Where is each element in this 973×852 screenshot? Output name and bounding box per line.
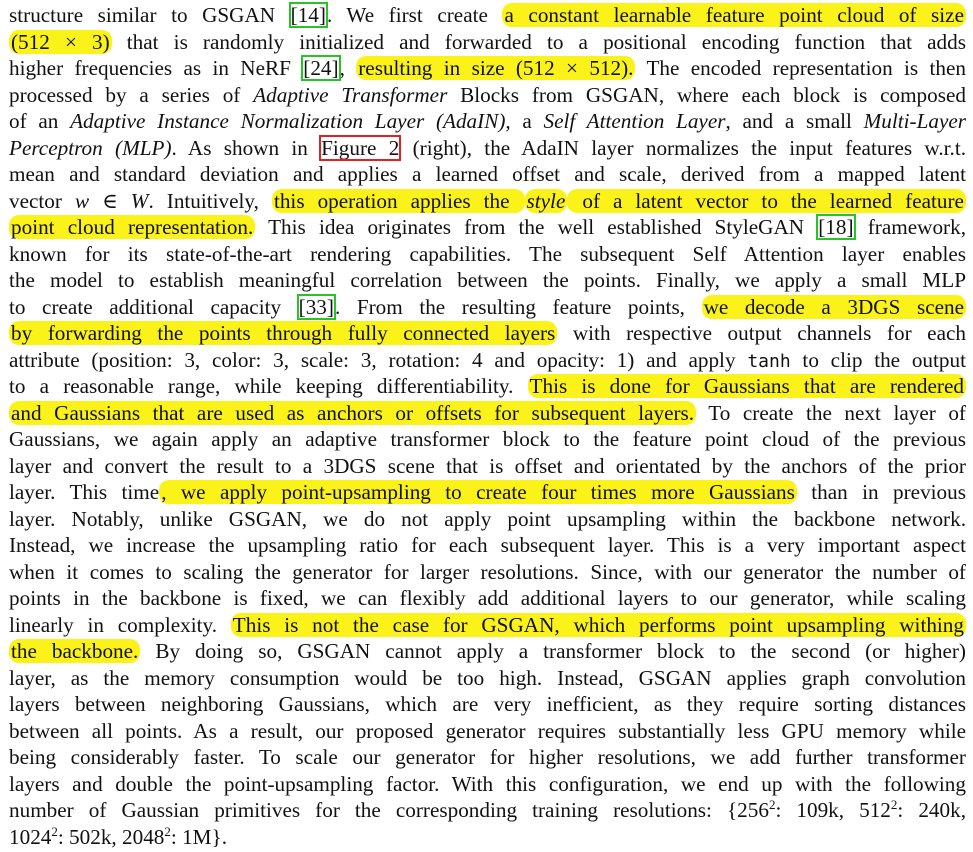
- highlighted-text: the backbone.: [11, 639, 139, 663]
- body-text: processed by a series of: [9, 82, 254, 107]
- highlighted-text: a constant learnable feature point cloud of size: [504, 3, 964, 27]
- text-line: [9, 506, 966, 533]
- text-line: [9, 453, 966, 480]
- body-text: of an: [9, 109, 71, 133]
- body-text: vector: [9, 188, 75, 213]
- body-paragraph: [9, 2, 966, 850]
- body-text: when it comes to scaling the generator for larger resolutions. Since, with our generator the number of: [9, 559, 966, 584]
- body-text: : 1M}.: [170, 824, 227, 849]
- text-line: [9, 797, 966, 824]
- body-text: layer. This time: [9, 480, 160, 504]
- highlighted-text: resulting in size (512 × 512).: [358, 56, 634, 80]
- highlighted-text: style: [526, 188, 566, 213]
- text-line: [9, 294, 966, 321]
- highlighted-text: This is not the case for GSGAN, which performs point upsampling withing: [232, 612, 964, 637]
- highlighted-text: this operation applies the: [273, 188, 523, 213]
- body-text: layers and double the point-upsampling factor. With this configuration, we end up with the following: [9, 771, 966, 796]
- body-text: . As shown in: [171, 135, 321, 160]
- italic-text: Adaptive Instance Normalization Layer (AdaIN): [70, 109, 506, 133]
- highlighted-text: (512 × 3): [11, 29, 110, 54]
- math-operator: tanh: [747, 350, 791, 372]
- text-line: [9, 320, 966, 347]
- body-text: to clip the output: [790, 347, 966, 372]
- italic-text: W: [130, 188, 149, 213]
- highlighted-text: This is done for Gaussians that are rendered: [529, 374, 964, 398]
- body-text: , a: [505, 109, 544, 133]
- body-text: Gaussians, we again apply an adaptive transformer block to the feature point cloud of the previous: [9, 427, 966, 451]
- body-text: : 502k, 2048: [57, 824, 165, 849]
- italic-text: Self Attention Layer: [543, 109, 726, 133]
- body-text: 1024: [9, 824, 52, 849]
- text-line: [9, 82, 966, 109]
- highlighted-text: of a latent vector to the learned feature: [569, 188, 964, 213]
- body-text: attribute (position: 3, color: 3, scale: 3, rotation: 4 and opacity: 1) and apply: [9, 347, 748, 372]
- body-text: By doing so, GSGAN cannot apply a transformer block to the second (or higher): [140, 639, 966, 663]
- body-text: Instead, we increase the upsampling ratio for each subsequent layer. This is a very important aspect: [9, 533, 966, 557]
- superscript: 2: [164, 823, 171, 839]
- figure-reference-link[interactable]: Figure 2: [321, 135, 400, 160]
- text-line: [9, 373, 966, 400]
- body-text: with respective output channels for each: [557, 321, 966, 345]
- body-text: , and a small: [725, 109, 864, 133]
- text-line: [9, 241, 966, 268]
- text-line: [9, 135, 966, 162]
- body-text: ,: [339, 56, 357, 80]
- text-line: [9, 267, 966, 294]
- italic-text: Adaptive Transformer: [253, 82, 448, 107]
- body-text: : 240k,: [897, 798, 967, 822]
- text-line: [9, 214, 966, 241]
- body-text: to create additional capacity: [9, 294, 298, 319]
- text-line: [9, 55, 966, 82]
- body-text: to a reasonable range, while keeping differentiability.: [9, 374, 528, 398]
- text-line: [9, 771, 966, 798]
- body-text: linearly in complexity.: [9, 612, 231, 637]
- body-text: layers between neighboring Gaussians, which are very inefficient, as they require sorting distances: [9, 692, 966, 716]
- body-text: layer. Notably, unlike GSGAN, we do not apply point upsampling within the backbone network.: [9, 506, 966, 531]
- text-line: [9, 347, 966, 374]
- body-text: (right), the AdaIN layer normalizes the input features w.r.t.: [400, 135, 967, 160]
- highlighted-text: and Gaussians that are used as anchors or offsets for subsequent layers.: [11, 400, 695, 425]
- text-line: [9, 665, 966, 692]
- superscript: 2: [890, 797, 898, 812]
- body-text: that is randomly initialized and forwarded to a positional encoding function that adds: [111, 29, 966, 54]
- body-text: ∈: [89, 188, 131, 213]
- highlighted-text: we decode a 3DGS scene: [703, 294, 964, 319]
- body-text: To create the next layer of: [696, 400, 966, 425]
- citation-link[interactable]: [14]: [290, 3, 326, 27]
- text-line: [9, 108, 966, 135]
- body-text: . From the resulting feature points,: [334, 294, 702, 319]
- body-text: structure similar to GSGAN: [9, 3, 290, 27]
- body-text: number of Gaussian primitives for the corresponding training resolutions: {256: [9, 798, 769, 822]
- text-line: [9, 744, 966, 771]
- body-text: known for its state-of-the-art rendering capabilities. The subsequent Self Attention layer enables: [9, 241, 966, 266]
- text-line: [9, 29, 966, 56]
- body-text: points in the backbone is fixed, we can flexibly add additional layers to our generator, while scaling: [9, 586, 966, 610]
- citation-link[interactable]: [33]: [298, 294, 334, 319]
- text-line: [9, 479, 966, 506]
- text-line: [9, 426, 966, 453]
- body-text: : 109k, 512: [775, 798, 891, 822]
- italic-text: w: [74, 188, 90, 213]
- text-line: [9, 585, 966, 612]
- text-line: [9, 532, 966, 559]
- body-text: . We first create: [326, 3, 503, 27]
- superscript: 2: [768, 797, 776, 812]
- superscript: 2: [51, 823, 58, 839]
- italic-text: Multi-Layer: [863, 109, 966, 133]
- text-line: [9, 2, 966, 29]
- citation-link[interactable]: [24]: [303, 56, 339, 80]
- text-line: [9, 691, 966, 718]
- body-text: framework,: [854, 215, 966, 239]
- text-line: [9, 824, 966, 851]
- body-text: Blocks from GSGAN, where each block is composed: [447, 82, 966, 107]
- text-line: [9, 161, 966, 188]
- highlighted-text: point cloud representation.: [11, 215, 254, 239]
- text-line: [9, 400, 966, 427]
- body-text: layer and convert the result to a 3DGS scene that is offset and orientated by the anchors of the prior: [9, 453, 966, 478]
- text-line: [9, 718, 966, 745]
- body-text: . Intuitively,: [148, 188, 272, 213]
- body-text: higher frequencies as in NeRF: [9, 56, 303, 80]
- text-line: [9, 559, 966, 586]
- body-text: being considerably faster. To scale our generator for higher resolutions, we add further transformer: [9, 745, 966, 769]
- highlighted-text: by forwarding the points through fully connected layers: [11, 321, 556, 345]
- body-text: the model to establish meaningful correlation between the points. Finally, we apply a small MLP: [9, 268, 966, 292]
- italic-text: Perceptron (MLP): [9, 135, 172, 160]
- body-text: This idea originates from the well established StyleGAN: [255, 215, 818, 239]
- text-line: [9, 638, 966, 665]
- body-text: between all points. As a result, our proposed generator requires substantially less GPU memory while: [9, 718, 966, 743]
- body-text: layer, as the memory consumption would be too high. Instead, GSGAN applies graph convolution: [9, 665, 966, 690]
- body-text: than in previous: [796, 480, 966, 504]
- citation-link[interactable]: [18]: [818, 215, 854, 239]
- highlighted-text: , we apply point-upsampling to create four times more Gaussians: [161, 480, 795, 504]
- body-text: The encoded representation is then: [635, 56, 966, 80]
- text-line: [9, 188, 966, 215]
- body-text: mean and standard deviation and applies a learned offset and scale, derived from a mapped latent: [9, 162, 966, 186]
- text-line: [9, 612, 966, 639]
